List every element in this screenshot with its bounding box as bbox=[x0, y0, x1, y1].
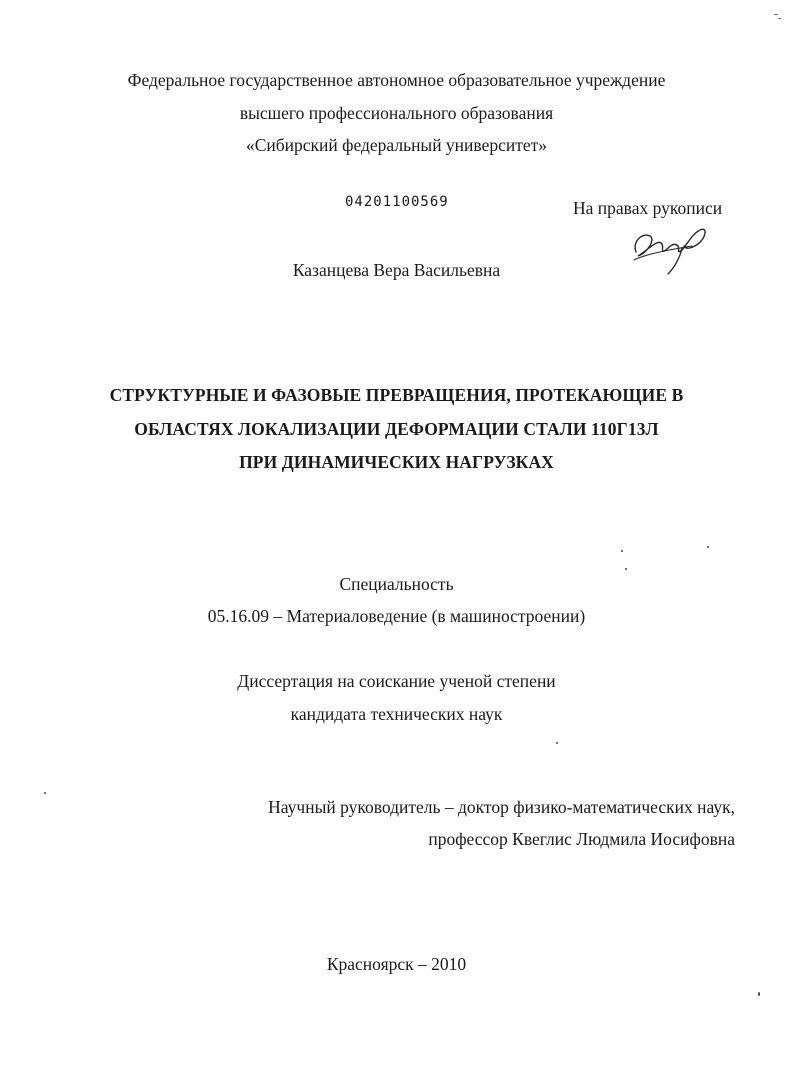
scan-speck bbox=[774, 14, 778, 15]
author-name: Казанцева Вера Васильевна bbox=[292, 260, 501, 280]
manuscript-rights: На правах рукописи bbox=[573, 198, 723, 218]
specialty-label: Специальность bbox=[339, 574, 454, 594]
scan-speck bbox=[778, 18, 781, 19]
institution-line-2: высшего профессионального образования bbox=[239, 103, 554, 123]
registry-number: 04201100569 bbox=[345, 194, 449, 210]
scan-speck bbox=[44, 792, 46, 794]
supervisor-line-2: профессор Квеглис Людмила Иосифовна bbox=[428, 829, 735, 849]
place-year: Красноярск – 2010 bbox=[326, 954, 467, 974]
scan-speck bbox=[758, 992, 760, 996]
institution-line-3: «Сибирский федеральный университет» bbox=[245, 135, 548, 155]
institution-line-1: Федеральное государственное автономное образовательное учреждение bbox=[127, 70, 666, 90]
scan-speck bbox=[625, 568, 627, 570]
specialty-value: 05.16.09 – Материаловедение (в машиностроении) bbox=[207, 606, 586, 626]
dissertation-title-line-1: СТРУКТУРНЫЕ И ФАЗОВЫЕ ПРЕВРАЩЕНИЯ, ПРОТЕКАЮЩИЕ В bbox=[109, 385, 684, 405]
scan-speck bbox=[621, 550, 623, 552]
degree-line-1: Диссертация на соискание ученой степени bbox=[237, 671, 556, 691]
supervisor-line-1: Научный руководитель – доктор физико-математических наук, bbox=[268, 797, 735, 817]
degree-line-2: кандидата технических наук bbox=[290, 704, 503, 724]
scan-speck bbox=[707, 546, 709, 548]
dissertation-title-line-2: ОБЛАСТЯХ ЛОКАЛИЗАЦИИ ДЕФОРМАЦИИ СТАЛИ 110Г13Л bbox=[134, 419, 659, 439]
dissertation-title-line-3: ПРИ ДИНАМИЧЕСКИХ НАГРУЗКАХ bbox=[239, 452, 554, 472]
scan-speck bbox=[556, 742, 558, 744]
